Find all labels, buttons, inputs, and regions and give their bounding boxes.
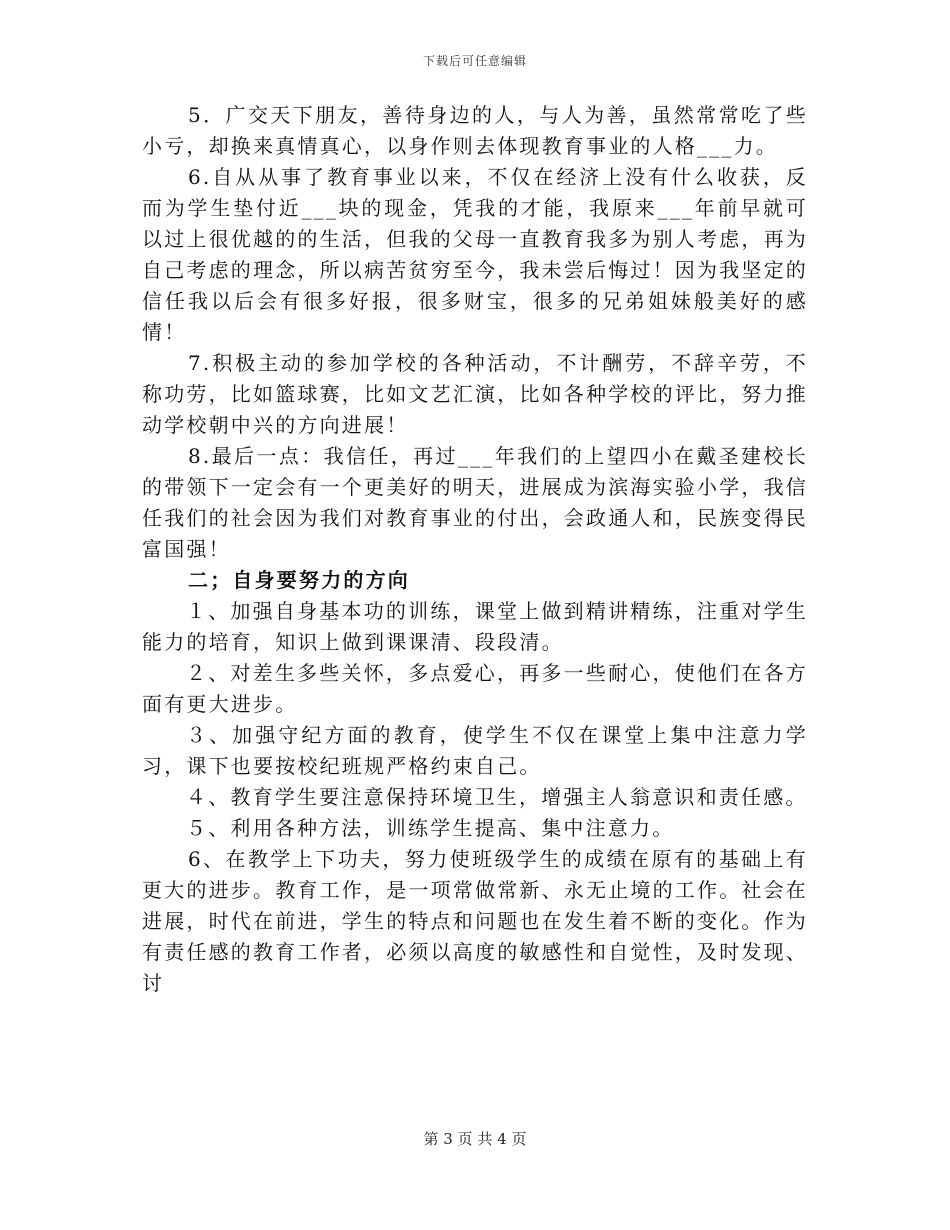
paragraph-8: 8.最后一点：我信任，再过___年我们的上望四小在戴圣建校长的带领下一定会有一个更美好的明天，进展成为滨海实验小学，我信任我们的社会因为我们对教育事业的付出，会政通人和，民族变得民富国强！ (142, 444, 808, 561)
section-title: 二；自身要努力的方向 (188, 568, 410, 592)
list-item-6: 6、在教学上下功夫，努力使班级学生的成绩在原有的基础上有更大的进步。教育工作，是一项常做常新、永无止境的工作。社会在进展，时代在前进，学生的特点和问题也在发生着不断的变化。作为有责任感的教育工作者，必须以高度的敏感性和自觉性，及时发现、讨 (142, 847, 808, 995)
document-body (142, 100, 808, 999)
list-item-5: ５、利用各种方法，训练学生提高、集中注意力。 (186, 816, 675, 840)
list-item-1: １、加强自身基本功的训练，课堂上做到精讲精练，注重对学生能力的培育，知识上做到课课清、段段清。 (142, 599, 808, 654)
list-item-3: ３、加强守纪方面的教育，使学生不仅在课堂上集中注意力学习，课下也要按校纪班规严格约束自己。 (142, 723, 808, 778)
paragraph-6: 6.自从从事了教育事业以来，不仅在经济上没有什么收获，反而为学生垫付近___块的现金，凭我的才能，我原来___年前早就可以过上很优越的的生活，但我的父母一直教育我多为别人考虑，再为自己考虑的理念，所以病苦贫穷至今，我未尝后悔过！因为我坚定的信任我以后会有很多好报，很多财宝，很多的兄弟姐妹般美好的感情！ (142, 165, 808, 344)
page-footer: 第 3 页 共 4 页 (423, 1130, 527, 1148)
list-item-4: ４、教育学生要注意保持环境卫生，增强主人翁意识和责任感。 (186, 785, 808, 809)
list-item-2: ２、对差生多些关怀，多点爱心，再多一些耐心，使他们在各方面有更大进步。 (142, 661, 808, 716)
page-header: 下载后可任意编辑 (422, 54, 527, 68)
paragraph-5: 5．广交天下朋友，善待身边的人，与人为善，虽然常常吃了些小亏，却换来真情真心，以身作则去体现教育事业的人格___力。 (142, 103, 808, 158)
paragraph-7: 7.积极主动的参加学校的各种活动，不计酬劳，不辞辛劳，不称功劳，比如篮球赛，比如文艺汇演，比如各种学校的评比，努力推动学校朝中兴的方向进展！ (142, 351, 808, 437)
